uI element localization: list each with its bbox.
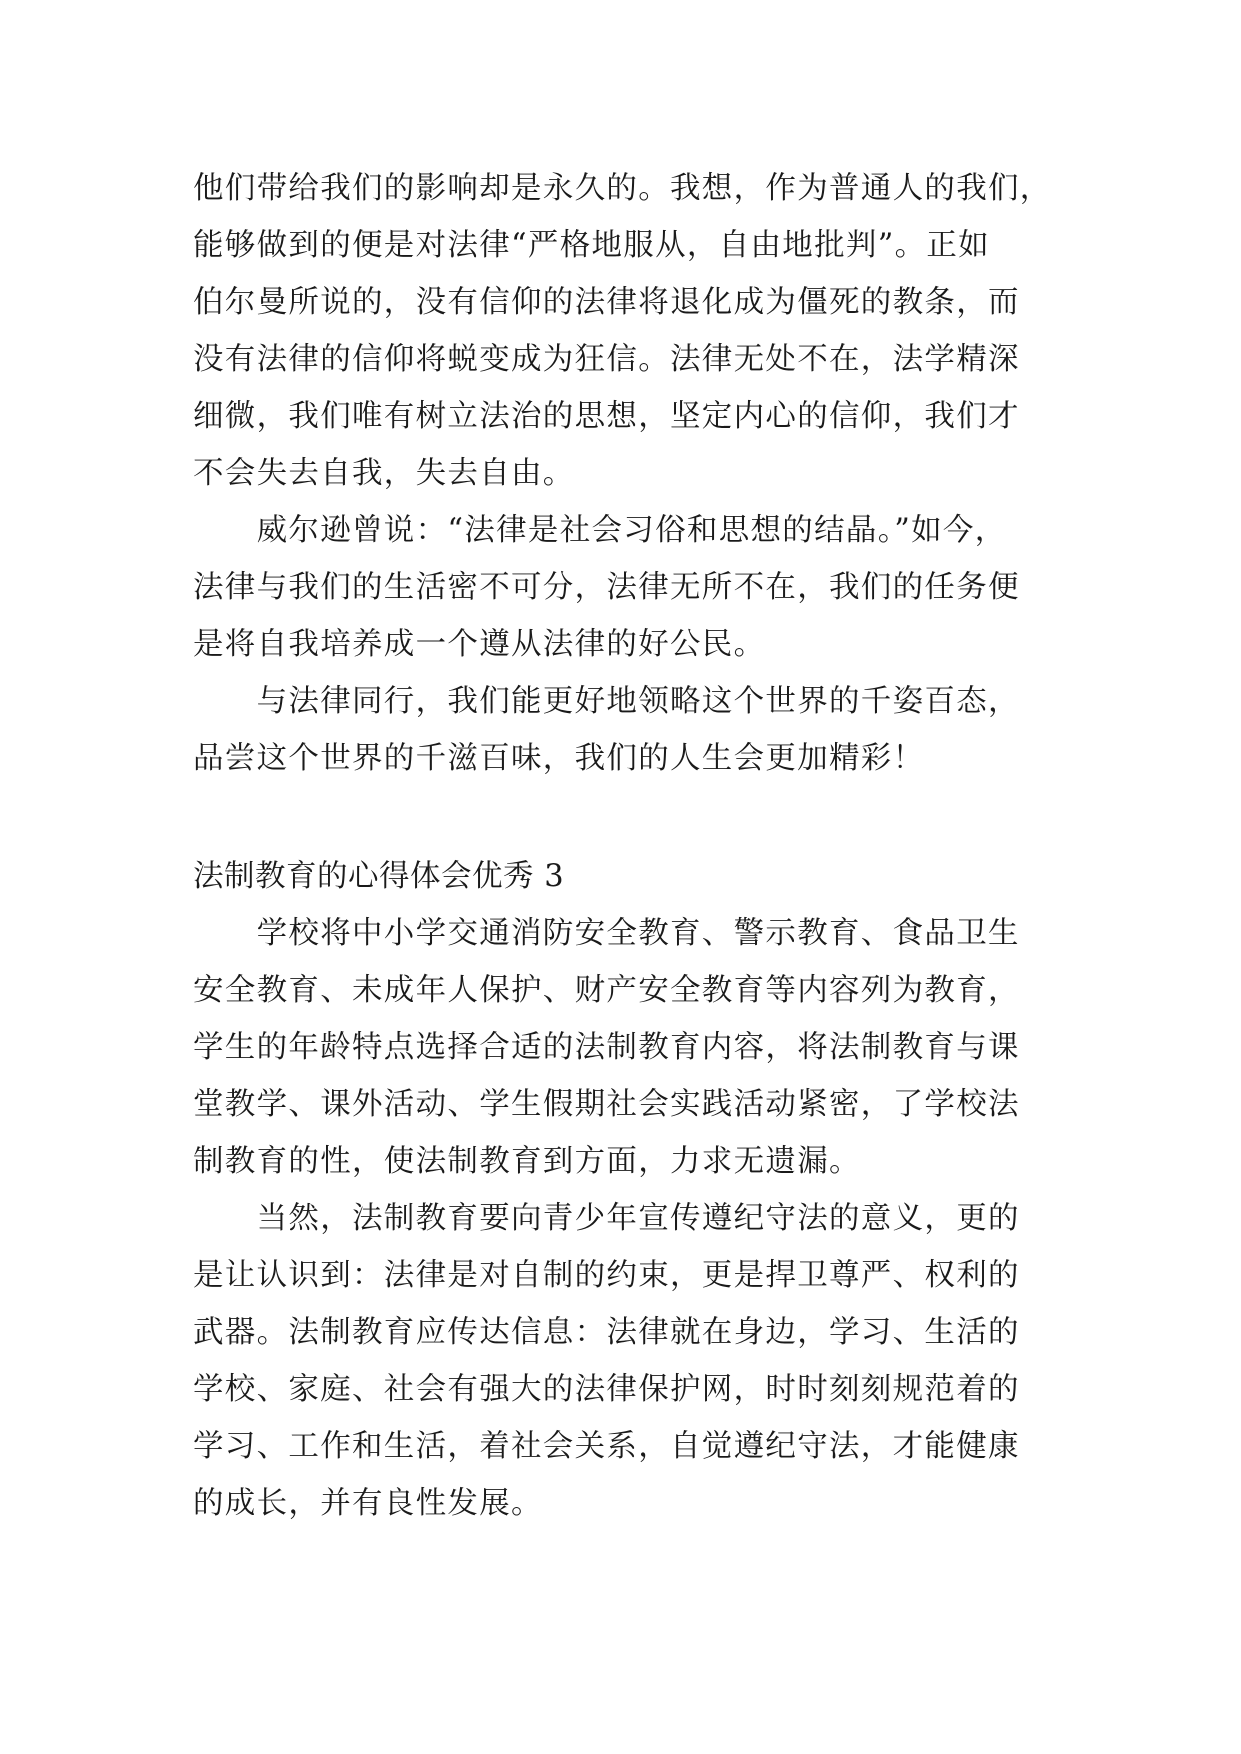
- text-line: 品尝这个世界的千滋百味，我们的人生会更加精彩！: [193, 741, 925, 776]
- text-line: 他们带给我们的影响却是永久的。我想，作为普通人的我们，: [193, 171, 1052, 206]
- text-line: 学习、工作和生活，着社会关系，自觉遵纪守法，才能健康: [193, 1429, 1020, 1464]
- text-line: 学校将中小学交通消防安全教育、警示教育、食品卫生: [193, 916, 1020, 951]
- text-line: 没有法律的信仰将蜕变成为狂信。法律无处不在，法学精深: [193, 342, 1020, 377]
- text-line: 伯尔曼所说的，没有信仰的法律将退化成为僵死的教条，而: [193, 285, 1020, 320]
- text-line: 是让认识到：法律是对自制的约束，更是捍卫尊严、权利的: [193, 1258, 1020, 1293]
- text-line: 安全教育、未成年人保护、财产安全教育等内容列为教育，: [193, 973, 1020, 1008]
- text-line: 堂教学、课外活动、学生假期社会实践活动紧密，了学校法: [193, 1087, 1020, 1122]
- text-line: 制教育的性，使法制教育到方面，力求无遗漏。: [193, 1144, 861, 1179]
- text-line: 不会失去自我，失去自由。: [193, 456, 575, 491]
- text-line: 法律与我们的生活密不可分，法律无所不在，我们的任务便: [193, 570, 1020, 605]
- text-line: 能够做到的便是对法律“严格地服从，自由地批判”。正如: [193, 228, 990, 263]
- text-line: 是将自我培养成一个遵从法律的好公民。: [193, 627, 766, 662]
- text-line: 细微，我们唯有树立法治的思想，坚定内心的信仰，我们才: [193, 399, 1020, 434]
- text-line: 的成长，并有良性发展。: [193, 1486, 543, 1521]
- text-line: 学生的年龄特点选择合适的法制教育内容，将法制教育与课: [193, 1030, 1020, 1065]
- text-line: 威尔逊曾说：“法律是社会习俗和思想的结晶。”如今，: [193, 513, 1007, 548]
- text-line: 与法律同行，我们能更好地领略这个世界的千姿百态，: [193, 684, 1020, 719]
- text-line: 武器。法制教育应传达信息：法律就在身边，学习、生活的: [193, 1315, 1020, 1350]
- section-heading: 法制教育的心得体会优秀 3: [193, 859, 565, 894]
- text-line: 学校、家庭、社会有强大的法律保护网，时时刻刻规范着的: [193, 1372, 1020, 1407]
- text-line: 当然，法制教育要向青少年宣传遵纪守法的意义，更的: [193, 1201, 1020, 1236]
